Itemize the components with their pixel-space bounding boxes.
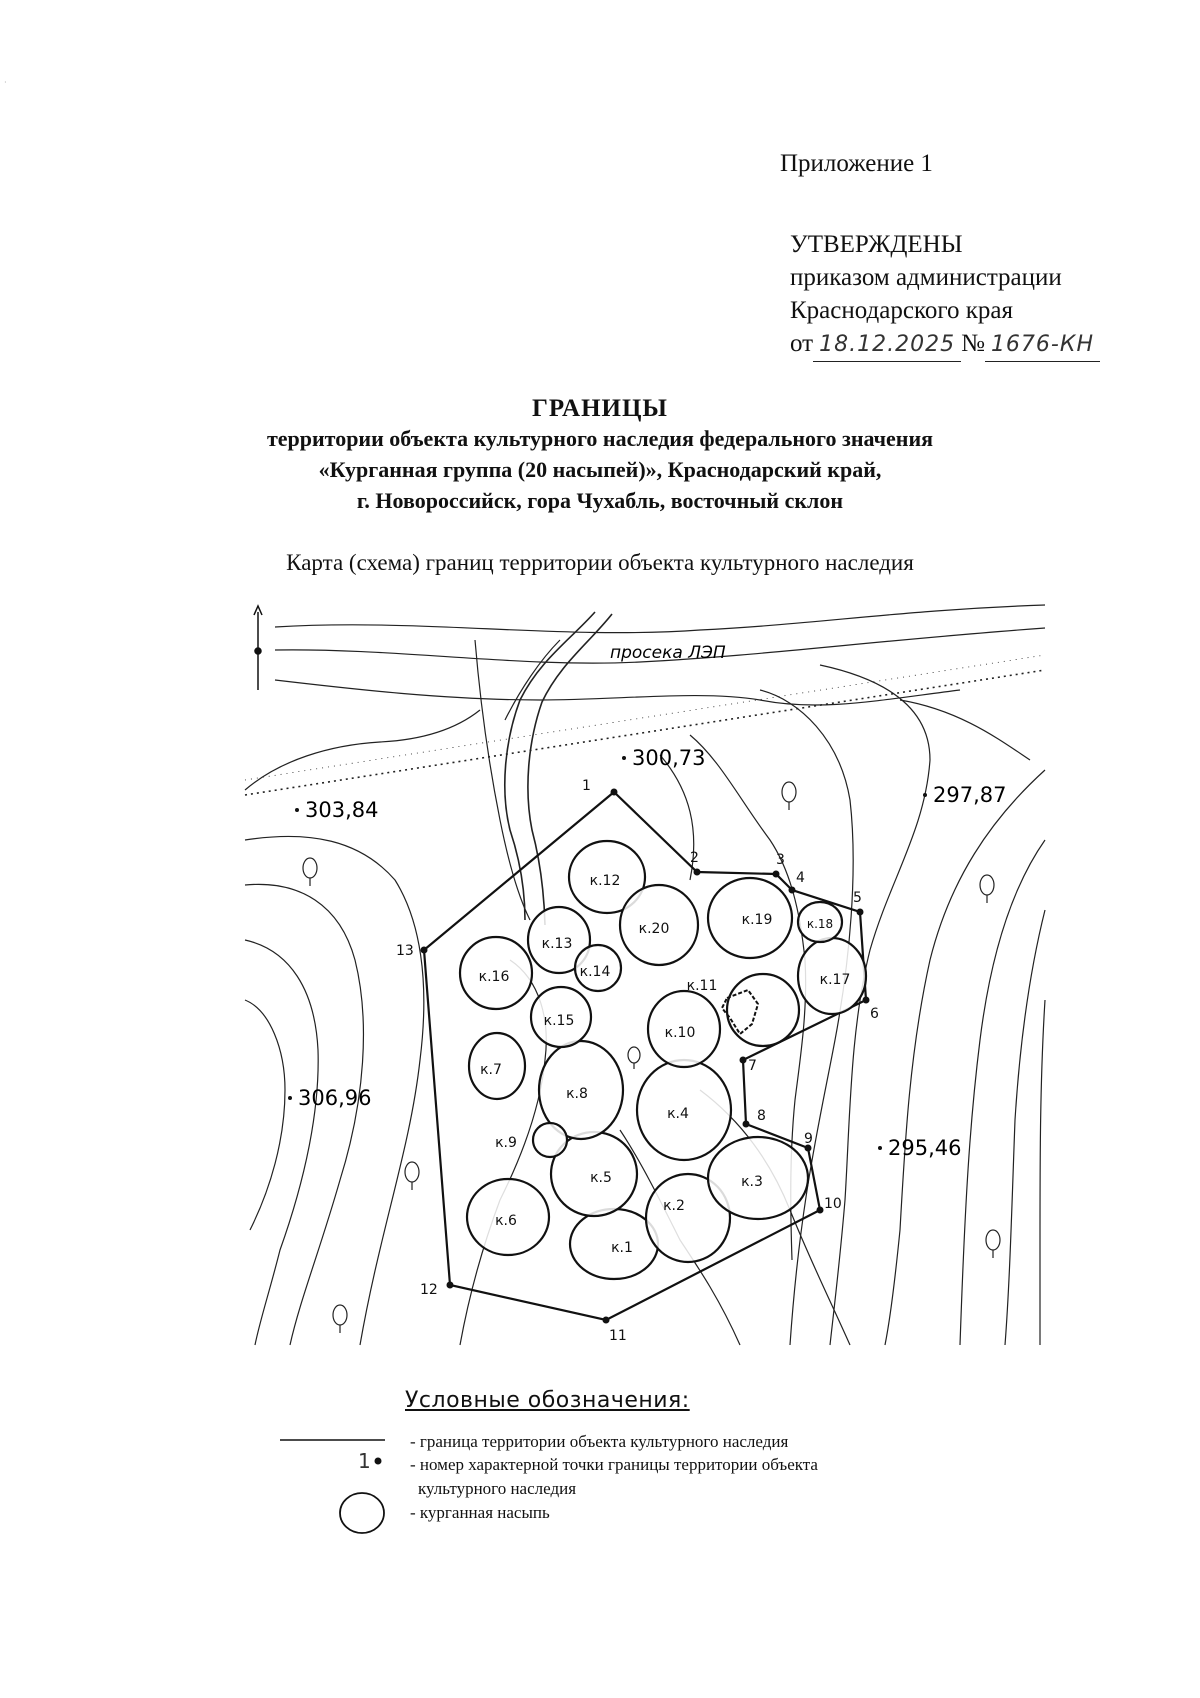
boundary-point (817, 1207, 824, 1214)
elevation-dot (878, 1146, 882, 1150)
legend-point-number: 1 (358, 1449, 371, 1473)
elevation-dot (923, 793, 927, 797)
tree-icon (628, 1047, 640, 1069)
tree-icon (980, 875, 994, 903)
point-label: 6 (870, 1006, 879, 1022)
approved-by-line1: приказом администрации (790, 264, 1062, 291)
boundary-point (694, 869, 701, 876)
approved-by-line2: Краснодарского края (790, 297, 1013, 324)
title-line-2: «Курганная группа (20 насыпей)», Краснодарский край, (318, 457, 882, 482)
handwritten-number: 1676-КН (985, 328, 1100, 362)
boundary-point (447, 1282, 454, 1289)
mound-label: к.1 (611, 1240, 633, 1256)
mound-label: к.7 (480, 1062, 502, 1078)
point-label: 4 (796, 870, 805, 886)
tree-icon (986, 1230, 1000, 1258)
point-label: 7 (748, 1058, 757, 1074)
elevation-label: 300,73 (632, 746, 706, 770)
elevation-label: 297,87 (933, 783, 1007, 807)
point-label: 3 (776, 852, 785, 868)
approved-heading: УТВЕРЖДЕНЫ (790, 231, 963, 258)
mound-label: к.2 (663, 1198, 685, 1214)
legend-title: Условные обозначения: (405, 1388, 690, 1413)
handwritten-date: 18.12.2025 (813, 328, 961, 362)
point-label: 10 (824, 1196, 842, 1212)
boundary-point (743, 1121, 750, 1128)
mound-label: к.10 (664, 1025, 696, 1041)
elevation-dot (288, 1096, 292, 1100)
elevation-label: 306,96 (298, 1086, 372, 1110)
legend-point-text-1: - номер характерной точки границы территории объекта (410, 1455, 818, 1474)
point-label: 2 (690, 850, 699, 866)
point-label: 1 (582, 778, 591, 794)
boundary-point (611, 789, 618, 796)
point-label: 9 (804, 1131, 813, 1147)
boundary-point (603, 1317, 610, 1324)
tree-icon (333, 1305, 347, 1333)
point-label: 12 (420, 1282, 438, 1298)
legend-point-symbol (375, 1458, 382, 1465)
elevation-dot (622, 756, 626, 760)
boundary-point (863, 997, 870, 1004)
legend-mound-symbol (340, 1493, 384, 1533)
appendix-label: Приложение 1 (780, 150, 933, 177)
mound-label: к.15 (543, 1013, 575, 1029)
mound-label: к.18 (806, 917, 834, 931)
boundary-point (857, 909, 864, 916)
elevation-label: 295,46 (888, 1136, 962, 1160)
mound-label: к.9 (495, 1135, 517, 1151)
boundary-point (789, 887, 796, 894)
mound-label: к.5 (590, 1170, 612, 1186)
legend-mound-text: - курганная насыпь (410, 1503, 550, 1522)
mound-label: к.6 (495, 1213, 517, 1229)
north-arrow (254, 606, 262, 690)
point-label: 5 (853, 890, 862, 906)
legend-point-text-2: культурного наследия (418, 1479, 577, 1498)
mound-label: к.14 (579, 964, 611, 980)
mound (727, 974, 799, 1046)
title-line-3: г. Новороссийск, гора Чухабль, восточный склон (356, 488, 844, 513)
boundary-point (421, 947, 428, 954)
mound-label: к.12 (589, 873, 621, 889)
mound-label: к.13 (541, 936, 573, 952)
number-prefix: № (961, 330, 985, 357)
mound-label: к.19 (741, 912, 773, 928)
power-line-corridor (245, 655, 1045, 795)
point-label: 13 (396, 943, 414, 959)
title-main: ГРАНИЦЫ (532, 395, 668, 422)
map-caption: Карта (схема) границ территории объекта культурного наследия (286, 550, 914, 575)
elevation-dot (295, 808, 299, 812)
legend-boundary-text: - граница территории объекта культурного наследия (410, 1432, 789, 1451)
mound (533, 1123, 567, 1157)
date-prefix: от (790, 330, 814, 357)
mound-label: к.17 (819, 972, 851, 988)
power-line-label: просека ЛЭП (610, 643, 726, 663)
scan-artifact: · (4, 78, 7, 87)
elevation-label: 303,84 (305, 798, 379, 822)
mound-label: к.16 (478, 969, 510, 985)
boundary-point (773, 871, 780, 878)
tree-icon (303, 858, 317, 886)
boundary-point (740, 1057, 747, 1064)
title-line-1: территории объекта культурного наследия федерального значения (266, 426, 934, 451)
mound-label: к.11 (686, 978, 718, 994)
mound-label: к.20 (638, 921, 670, 937)
mound-label: к.8 (566, 1086, 588, 1102)
tree-icon (405, 1162, 419, 1190)
mound-label: к.4 (667, 1106, 689, 1122)
mound-label: к.3 (741, 1174, 763, 1190)
tree-icon (782, 782, 796, 810)
point-label: 8 (757, 1108, 766, 1124)
point-label: 11 (609, 1328, 627, 1344)
